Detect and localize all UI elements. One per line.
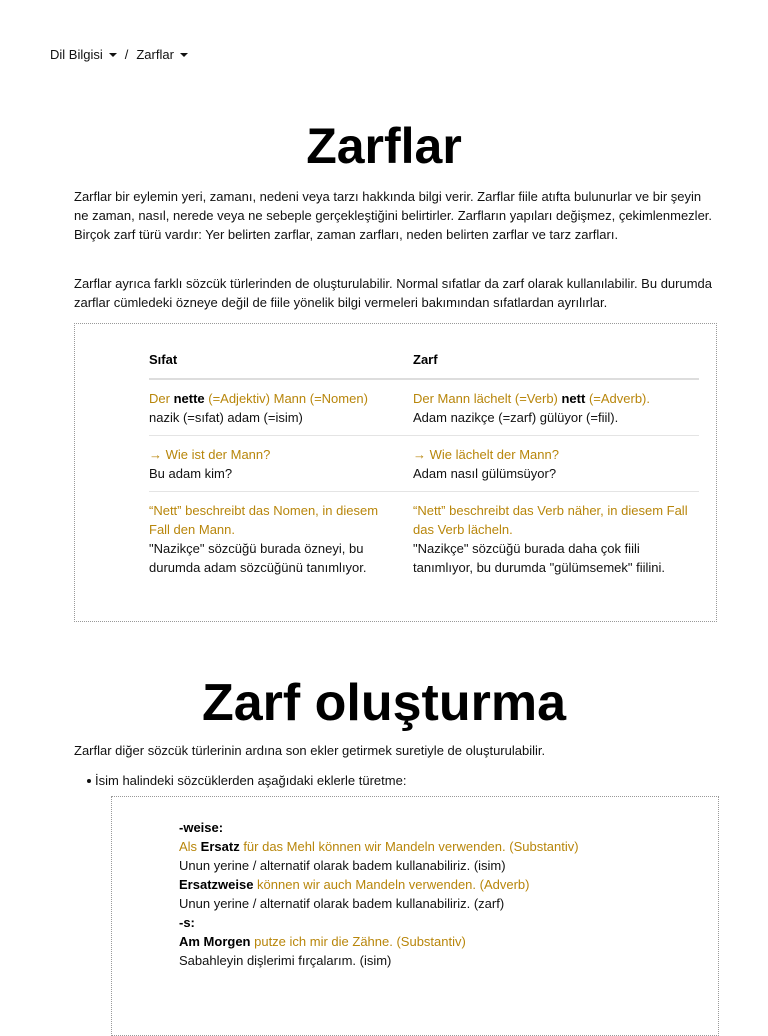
turkish-text: Unun yerine / alternatif olarak badem kullanabiliriz. (zarf) xyxy=(179,896,505,911)
list-item xyxy=(95,771,715,790)
table-header xyxy=(149,350,699,380)
turkish-text: Adam nazikçe (=zarf) gülüyor (=fiil). xyxy=(413,410,619,425)
turkish-text: Bu adam kim? xyxy=(149,466,233,481)
breadcrumb-zarflar[interactable] xyxy=(136,45,188,64)
german-text: Der xyxy=(149,391,174,406)
breadcrumb-separator: / xyxy=(124,47,129,62)
comparison-box xyxy=(74,323,717,622)
turkish-text: durumda adam sözcüğünü tanımlıyor. xyxy=(149,560,367,575)
table-cell xyxy=(149,501,413,577)
turkish-text: "Nazikçe" sözcüğü burada özneyi, bu xyxy=(149,541,364,556)
breadcrumb-zarflar-label: Zarflar xyxy=(136,47,174,62)
caret-down-icon xyxy=(109,53,117,57)
table-cell xyxy=(413,501,699,577)
german-bold-word: Am Morgen xyxy=(179,934,251,949)
suffix-label-s: -s: xyxy=(179,915,195,930)
bullet-icon xyxy=(87,779,91,783)
german-bold-word: nett xyxy=(561,391,586,406)
breadcrumb xyxy=(50,45,188,64)
german-text: Als xyxy=(179,839,201,854)
section-intro: Zarflar diğer sözcük türlerinin ardına son ekler getirmek suretiyle de oluşturulabilir. xyxy=(74,743,546,758)
german-text: → Wie ist der Mann? xyxy=(149,447,271,462)
german-text: putze ich mir die Zähne. (Substantiv) xyxy=(250,934,466,949)
turkish-text: tanımlıyor, bu durumda "gülümsemek" fiilini. xyxy=(413,560,666,575)
german-text: das Verb lächeln. xyxy=(413,522,513,537)
turkish-text: Unun yerine / alternatif olarak badem kullanabiliriz. (isim) xyxy=(179,858,506,873)
turkish-text: Adam nasıl gülümsüyor? xyxy=(413,466,557,481)
german-text: “Nett” beschreibt das Verb näher, in diesem Fall xyxy=(413,503,688,518)
turkish-text: nazik (=sıfat) adam (=isim) xyxy=(149,410,303,425)
page-title: Zarflar xyxy=(306,118,462,174)
german-text: können wir auch Mandeln verwenden. (Adverb) xyxy=(253,877,530,892)
german-text: (=Adjektiv) Mann (=Nomen) xyxy=(204,391,368,406)
table-row xyxy=(149,492,699,585)
turkish-text: "Nazikçe" sözcüğü burada daha çok fiili xyxy=(413,541,640,556)
table-row xyxy=(149,380,699,436)
german-text: “Nett” beschreibt das Nomen, in diesem xyxy=(149,503,379,518)
bullet-text: İsim halindeki sözcüklerden aşağıdaki eklerle türetme: xyxy=(95,773,407,788)
german-text: Der Mann lächelt (=Verb) xyxy=(413,391,562,406)
turkish-text: Sabahleyin dişlerimi fırçalarım. (isim) xyxy=(179,953,392,968)
table-row xyxy=(149,436,699,492)
examples xyxy=(179,818,699,970)
header-sifat: Sıfat xyxy=(149,352,178,367)
breadcrumb-dil-bilgisi-label: Dil Bilgisi xyxy=(50,47,103,62)
german-bold-word: nette xyxy=(173,391,205,406)
suffix-label-weise: -weise: xyxy=(179,820,224,835)
examples-box xyxy=(111,796,719,1036)
section-title: Zarf oluşturma xyxy=(201,674,567,732)
table-cell xyxy=(413,445,699,483)
table-cell xyxy=(149,445,413,483)
breadcrumb-dil-bilgisi[interactable] xyxy=(50,45,117,64)
german-bold-word: Ersatzweise xyxy=(179,877,254,892)
german-text: → Wie lächelt der Mann? xyxy=(413,447,559,462)
second-paragraph: Zarflar ayrıca farklı sözcük türlerinden de oluşturulabilir. Normal sıfatlar da zarf olarak kullanılabilir. Bu durumda zarflar cümledeki özneye değil de fiile yönelik bilgi vermeleri bakımından sıfatlardan ayrılırlar. xyxy=(74,276,712,310)
comparison-table xyxy=(149,350,699,585)
german-text: für das Mehl können wir Mandeln verwenden. (Substantiv) xyxy=(239,839,579,854)
table-cell xyxy=(149,389,413,427)
german-text: (=Adverb). xyxy=(585,391,650,406)
intro-paragraph: Zarflar bir eylemin yeri, zamanı, nedeni veya tarzı hakkında bilgi verir. Zarflar fiile atıfta bulunurlar ve bir şeyin ne zaman, nasıl, nerede veya ne sebeple gerçekleştiğini belirtirler. Zarfların yapıları değişmez, çekimlenmezler. Birçok zarf türü vardır: Yer belirten zarflar, zaman zarfları, neden belirten zarflar ve tarz zarfları. xyxy=(74,189,713,242)
header-zarf: Zarf xyxy=(413,352,438,367)
table-cell xyxy=(413,389,699,427)
german-bold-word: Ersatz xyxy=(200,839,240,854)
caret-down-icon xyxy=(180,53,188,57)
german-text: Fall den Mann. xyxy=(149,522,235,537)
